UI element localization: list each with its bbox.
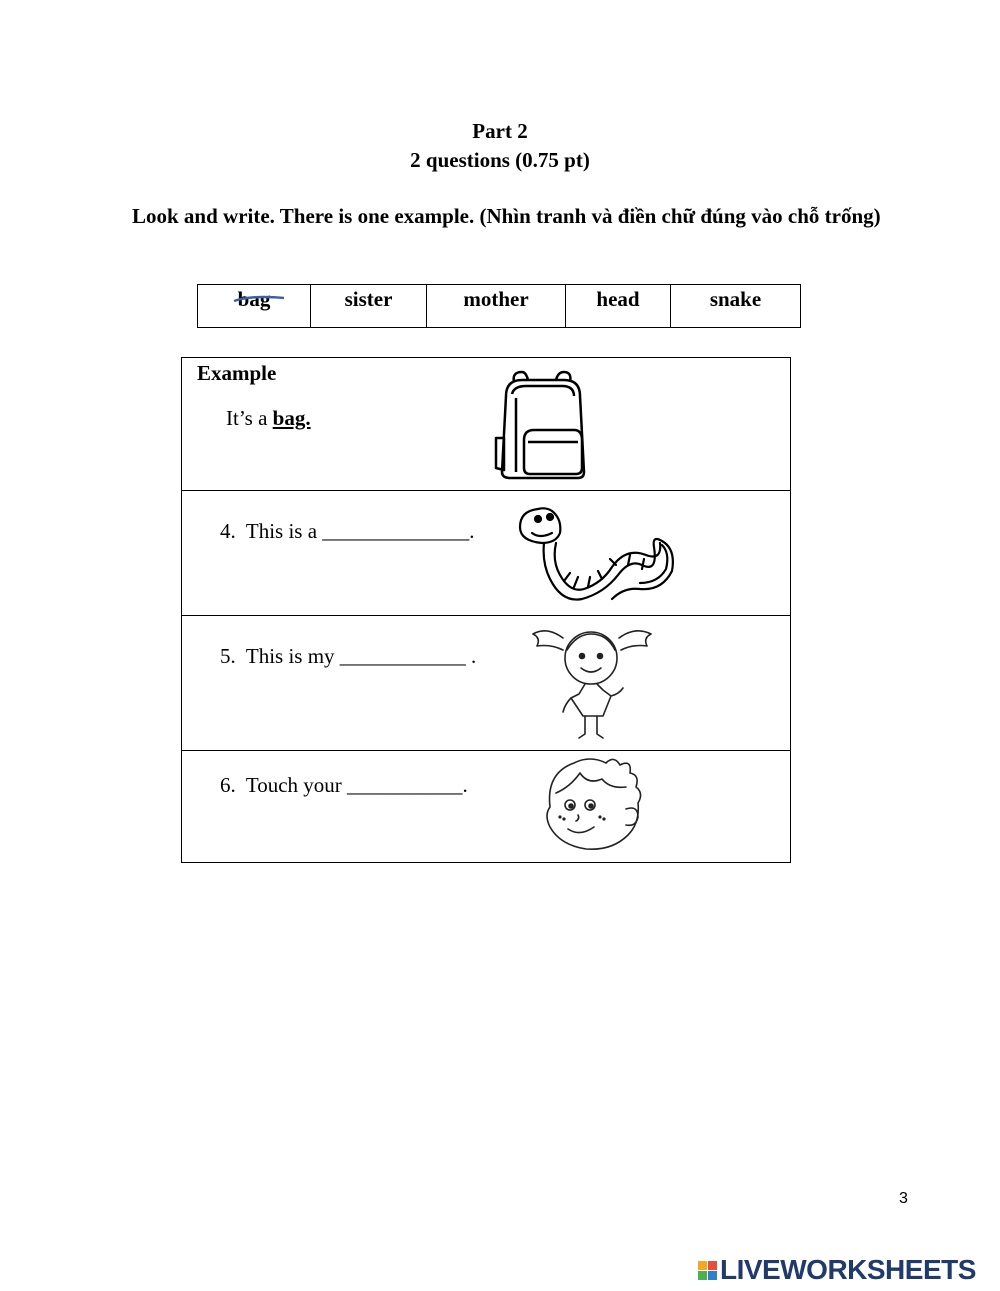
backpack-icon (492, 368, 592, 483)
liveworksheets-logo (698, 1254, 976, 1286)
snake-icon (512, 503, 697, 609)
example-answer: bag. (272, 406, 311, 430)
instruction-text: Look and write. There is one example. (Nhìn tranh và điền chữ đúng vào chỗ trống) (132, 204, 881, 228)
word-bank-word: mother (463, 287, 529, 311)
question-text[interactable]: 6. Touch your ___________. (220, 773, 468, 797)
part-title: Part 2 (472, 119, 528, 143)
brand-name: LIVEWORKSHEETS (720, 1254, 976, 1285)
word-bank-cell (198, 285, 311, 328)
logo-blocks-icon (698, 1261, 717, 1280)
question-box (181, 615, 791, 751)
question-box (181, 750, 791, 863)
girl-icon (527, 624, 657, 742)
word-bank-word: sister (344, 287, 393, 311)
word-bank-cell (311, 285, 427, 328)
example-box (181, 357, 791, 491)
example-prefix: It’s a (226, 406, 273, 430)
strikethrough-mark (232, 291, 286, 305)
question-text[interactable]: 4. This is a ______________. (220, 519, 475, 543)
question-box (181, 490, 791, 616)
page-number: 3 (899, 1190, 908, 1207)
example-sentence (226, 406, 311, 431)
word-bank-word: bag (237, 287, 271, 311)
word-bank-word: head (596, 287, 640, 311)
word-bank-cell (427, 285, 566, 328)
boy-head-icon (540, 753, 652, 853)
example-label: Example (197, 361, 277, 385)
word-bank-cell (671, 285, 801, 328)
question-text[interactable]: 5. This is my ____________ . (220, 644, 477, 668)
word-bank-cell (566, 285, 671, 328)
questions-subtitle: 2 questions (0.75 pt) (410, 148, 590, 172)
word-bank-table (197, 284, 801, 328)
word-bank-word: snake (709, 287, 762, 311)
